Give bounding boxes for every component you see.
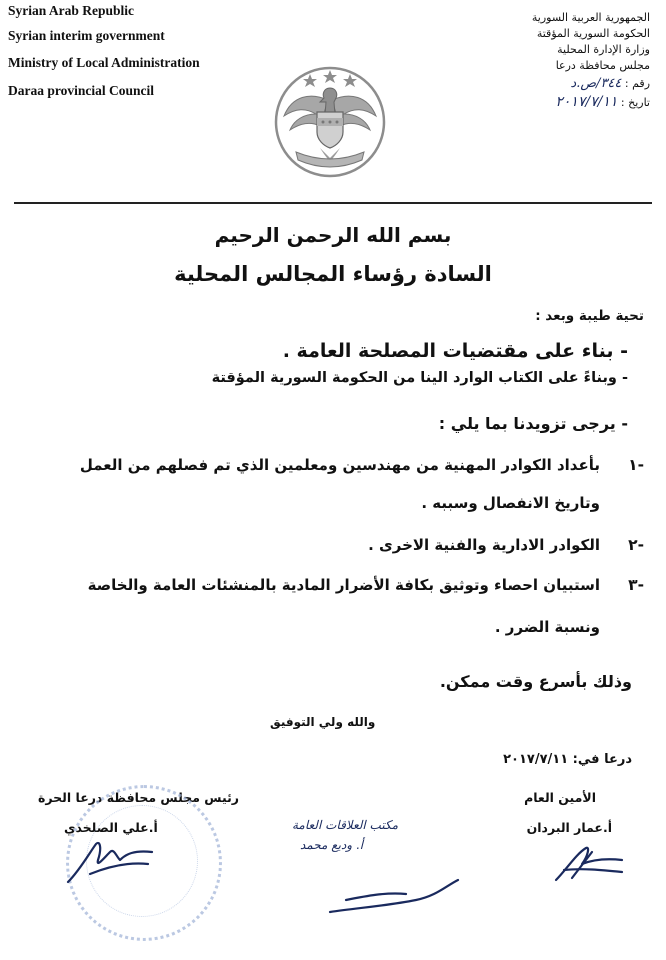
reference-number — [570, 76, 650, 91]
document-date — [555, 94, 650, 110]
reference-label: رقم : — [624, 77, 650, 90]
greeting: تحية طيبة وبعد : — [535, 308, 644, 324]
bullet-request-text: يرجى تزويدنا بما يلي : — [438, 414, 616, 433]
item-1-text: بأعداد الكوادر المهنية من مهندسين ومعلمين الذي تم فصلهم من العمل — [79, 456, 600, 474]
header-divider — [14, 202, 652, 204]
secretary-title: الأمين العام — [524, 790, 596, 805]
middle-handwritten-name: أ. وديع محمد — [300, 838, 364, 852]
president-title: رئيس مجلس محافظة درعا الحرة — [38, 790, 239, 805]
secretary-signature — [552, 840, 628, 890]
closing-line: وذلك بأسرع وقت ممكن. — [439, 672, 632, 691]
bullet-dash: - — [615, 414, 628, 433]
header-ar-ministry: وزارة الإدارة المحلية — [557, 43, 650, 56]
bullet-dash: - — [616, 370, 628, 386]
item-3-text-continued: ونسبة الضرر . — [494, 618, 600, 636]
item-2-number: ٢- — [628, 536, 644, 554]
president-signature — [60, 830, 160, 890]
bullet-request — [439, 414, 628, 433]
eagle-emblem-logo — [270, 62, 390, 180]
item-1-number: ١- — [628, 456, 644, 474]
secretary-name: أ.عمار البردان — [526, 820, 612, 835]
header-en-council: Daraa provincial Council — [8, 83, 155, 98]
header-ar-government: الحكومة السورية المؤقتة — [536, 27, 650, 40]
president-name: أ.علي الصلخدي — [64, 820, 158, 835]
middle-handwritten-note: مكتب العلاقات العامة — [292, 818, 399, 832]
header-en-government: Syrian interim government — [8, 28, 165, 43]
item-2-text: الكوادر الادارية والفنية الاخرى . — [368, 536, 600, 554]
date-value: ٢٠١٧/٧/١١ — [555, 94, 618, 110]
date-label: تاريخ : — [620, 96, 650, 109]
header-ar-country: الجمهورية العربية السورية — [531, 11, 650, 24]
reference-value: ٣٤٤/ص.د — [570, 76, 622, 91]
item-3-number: ٣- — [628, 576, 644, 594]
header-en-ministry: Ministry of Local Administration — [8, 55, 200, 70]
bullet-dash: - — [613, 340, 628, 362]
place-and-date: درعا في: ٢٠١٧/٧/١١ — [503, 752, 632, 767]
basmala: بسم الله الرحمن الرحيم — [214, 223, 452, 247]
header-ar-council: مجلس محافظة درعا — [555, 59, 650, 72]
middle-signature — [326, 870, 466, 920]
bullet-public-interest — [283, 340, 628, 362]
bullet-public-interest-text: بناء على مقتضيات المصلحة العامة . — [282, 340, 614, 362]
item-1-text-continued: وتاريخ الانفصال وسببه . — [421, 494, 600, 512]
item-3-text: استبيان احصاء وتوثيق بكافة الأضرار المادية بالمنشئات العامة والخاصة — [87, 576, 600, 594]
bullet-government-letter-text: وبناءً على الكتاب الوارد الينا من الحكومة السورية المؤقتة — [211, 370, 617, 386]
addressee: السادة رؤساء المجالس المحلية — [174, 262, 492, 286]
bullet-government-letter — [212, 370, 628, 386]
header-en-country: Syrian Arab Republic — [8, 3, 135, 18]
blessing: والله ولي التوفيق — [270, 715, 376, 729]
